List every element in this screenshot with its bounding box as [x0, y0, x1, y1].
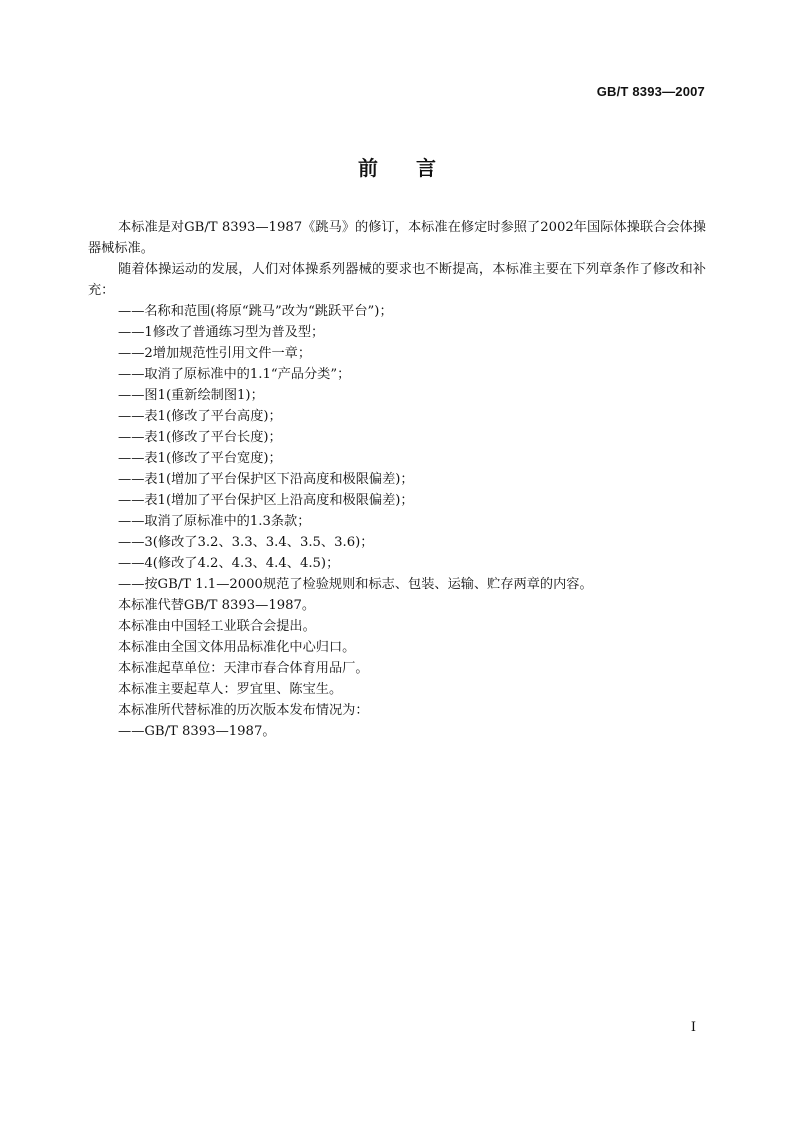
change-list — [88, 301, 706, 595]
change-item: ——表1(修改了平台长度)； — [118, 430, 282, 445]
statement-line: 本标准起草单位：天津市春合体育用品厂。 — [118, 661, 369, 676]
document-body — [88, 217, 706, 742]
change-item: ——表1(增加了平台保护区上沿高度和极限偏差)； — [118, 493, 414, 508]
statement-line: 本标准所代替标准的历次版本发布情况为： — [118, 703, 369, 718]
change-item: ——图1(重新绘制图1)； — [118, 388, 264, 403]
statement-line: 本标准由全国文体用品标准化中心归口。 — [118, 640, 356, 655]
change-item: ——取消了原标准中的1.3条款； — [118, 514, 311, 529]
statement-line: 本标准主要起草人：罗宜里、陈宝生。 — [118, 682, 343, 697]
change-item: ——表1(修改了平台宽度)； — [118, 451, 282, 466]
change-item: ——取消了原标准中的1.1“产品分类”； — [118, 367, 351, 382]
change-item: ——表1(修改了平台高度)； — [118, 409, 282, 424]
standard-number: GB/T 8393—2007 — [596, 84, 705, 99]
change-item: ——2增加规范性引用文件一章； — [118, 346, 312, 361]
change-item: ——按GB/T 1.1—2000规范了检验规则和标志、包装、运输、贮存两章的内容。 — [118, 577, 593, 592]
statement-line: 本标准由中国轻工业联合会提出。 — [118, 619, 316, 634]
change-item: ——4(修改了4.2、4.3、4.4、4.5)； — [118, 556, 340, 571]
change-item: ——3(修改了3.2、3.3、3.4、3.5、3.6)； — [118, 535, 374, 550]
history-item: ——GB/T 8393—1987。 — [118, 724, 276, 739]
page-number: I — [690, 1020, 696, 1035]
version-history — [88, 721, 706, 742]
change-item: ——名称和范围(将原“跳马”改为“跳跃平台”)； — [118, 304, 393, 319]
change-item: ——1修改了普通练习型为普及型； — [118, 325, 325, 340]
statement-list — [88, 595, 706, 721]
intro-paragraph: 随着体操运动的发展，人们对体操系列器械的要求也不断提高，本标准主要在下列章条作了修改和补充： — [88, 262, 706, 298]
intro-paragraph: 本标准是对GB/T 8393—1987《跳马》的修订，本标准在修定时参照了2002年国际体操联合会体操器械标准。 — [88, 220, 706, 256]
change-item: ——表1(增加了平台保护区下沿高度和极限偏差)； — [118, 472, 414, 487]
statement-line: 本标准代替GB/T 8393—1987。 — [118, 598, 316, 613]
page-title: 前言 — [358, 156, 474, 180]
